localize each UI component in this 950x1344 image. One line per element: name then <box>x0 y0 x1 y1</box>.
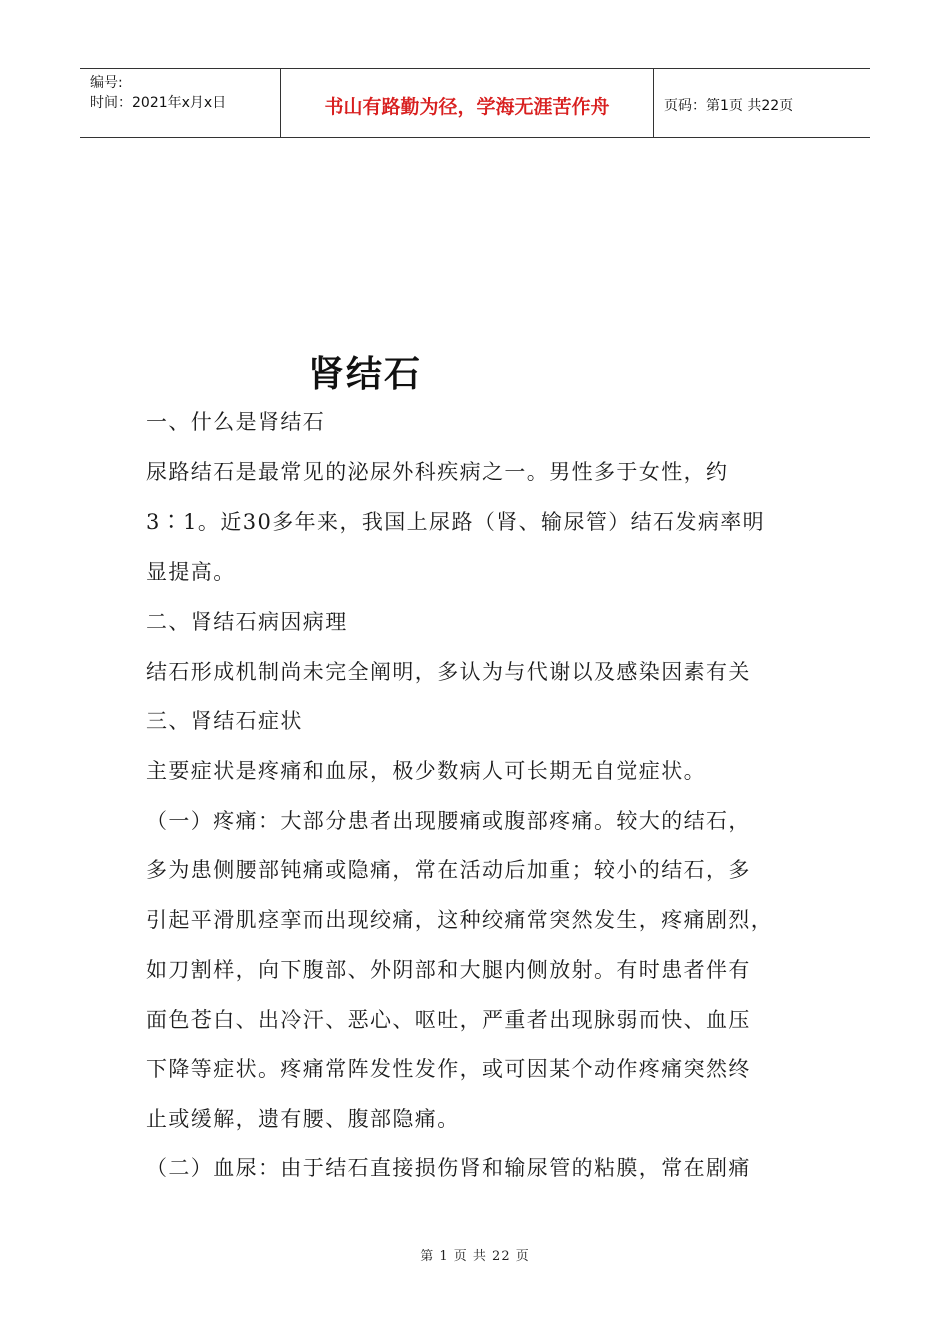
paragraph-line: 结石形成机制尚未完全阐明，多认为与代谢以及感染因素有关 <box>146 660 751 684</box>
paragraph-line: 引起平滑肌痉挛而出现绞痛，这种绞痛常突然发生，疼痛剧烈， <box>146 908 774 932</box>
header-page-info: 页码：第1页 共22页 <box>664 98 794 114</box>
paragraph-line: 多为患侧腰部钝痛或隐痛，常在活动后加重；较小的结石，多 <box>146 858 751 882</box>
page-footer: 第 1 页 共 22 页 <box>420 1249 530 1264</box>
paragraph-line: 如刀割样，向下腹部、外阴部和大腿内侧放射。有时患者伴有 <box>146 958 751 982</box>
paragraph-line: 尿路结石是最常见的泌尿外科疾病之一。男性多于女性，约 <box>146 460 729 484</box>
paragraph-line: 显提高。 <box>146 560 236 584</box>
paragraph-line: 下降等症状。疼痛常阵发性发作，或可因某个动作疼痛突然终 <box>146 1057 751 1081</box>
document-title: 肾结石 <box>308 354 423 395</box>
paragraph-line: 主要症状是疼痛和血尿，极少数病人可长期无自觉症状。 <box>146 759 706 783</box>
header-time-label: 时间：2021年x月x日 <box>90 95 227 111</box>
paragraph-line: 面色苍白、出冷汗、恶心、呕吐，严重者出现脉弱而快、血压 <box>146 1008 751 1032</box>
header-number-label: 编号: <box>90 75 123 91</box>
paragraph-line: 3∶1。近30多年来，我国上尿路（肾、输尿管）结石发病率明 <box>146 510 766 534</box>
header-motto: 书山有路勤为径，学海无涯苦作舟 <box>281 69 654 137</box>
header-table <box>80 68 870 138</box>
header-left-cell <box>80 69 281 137</box>
section-heading: 三、肾结石症状 <box>146 709 303 733</box>
paragraph-line: 止或缓解，遗有腰、腹部隐痛。 <box>146 1107 460 1131</box>
section-heading: 一、什么是肾结石 <box>146 410 326 434</box>
paragraph-line: （二）血尿：由于结石直接损伤肾和输尿管的粘膜，常在剧痛 <box>146 1156 751 1180</box>
paragraph-line: （一）疼痛：大部分患者出现腰痛或腹部疼痛。较大的结石， <box>146 809 751 833</box>
section-heading: 二、肾结石病因病理 <box>146 610 348 634</box>
